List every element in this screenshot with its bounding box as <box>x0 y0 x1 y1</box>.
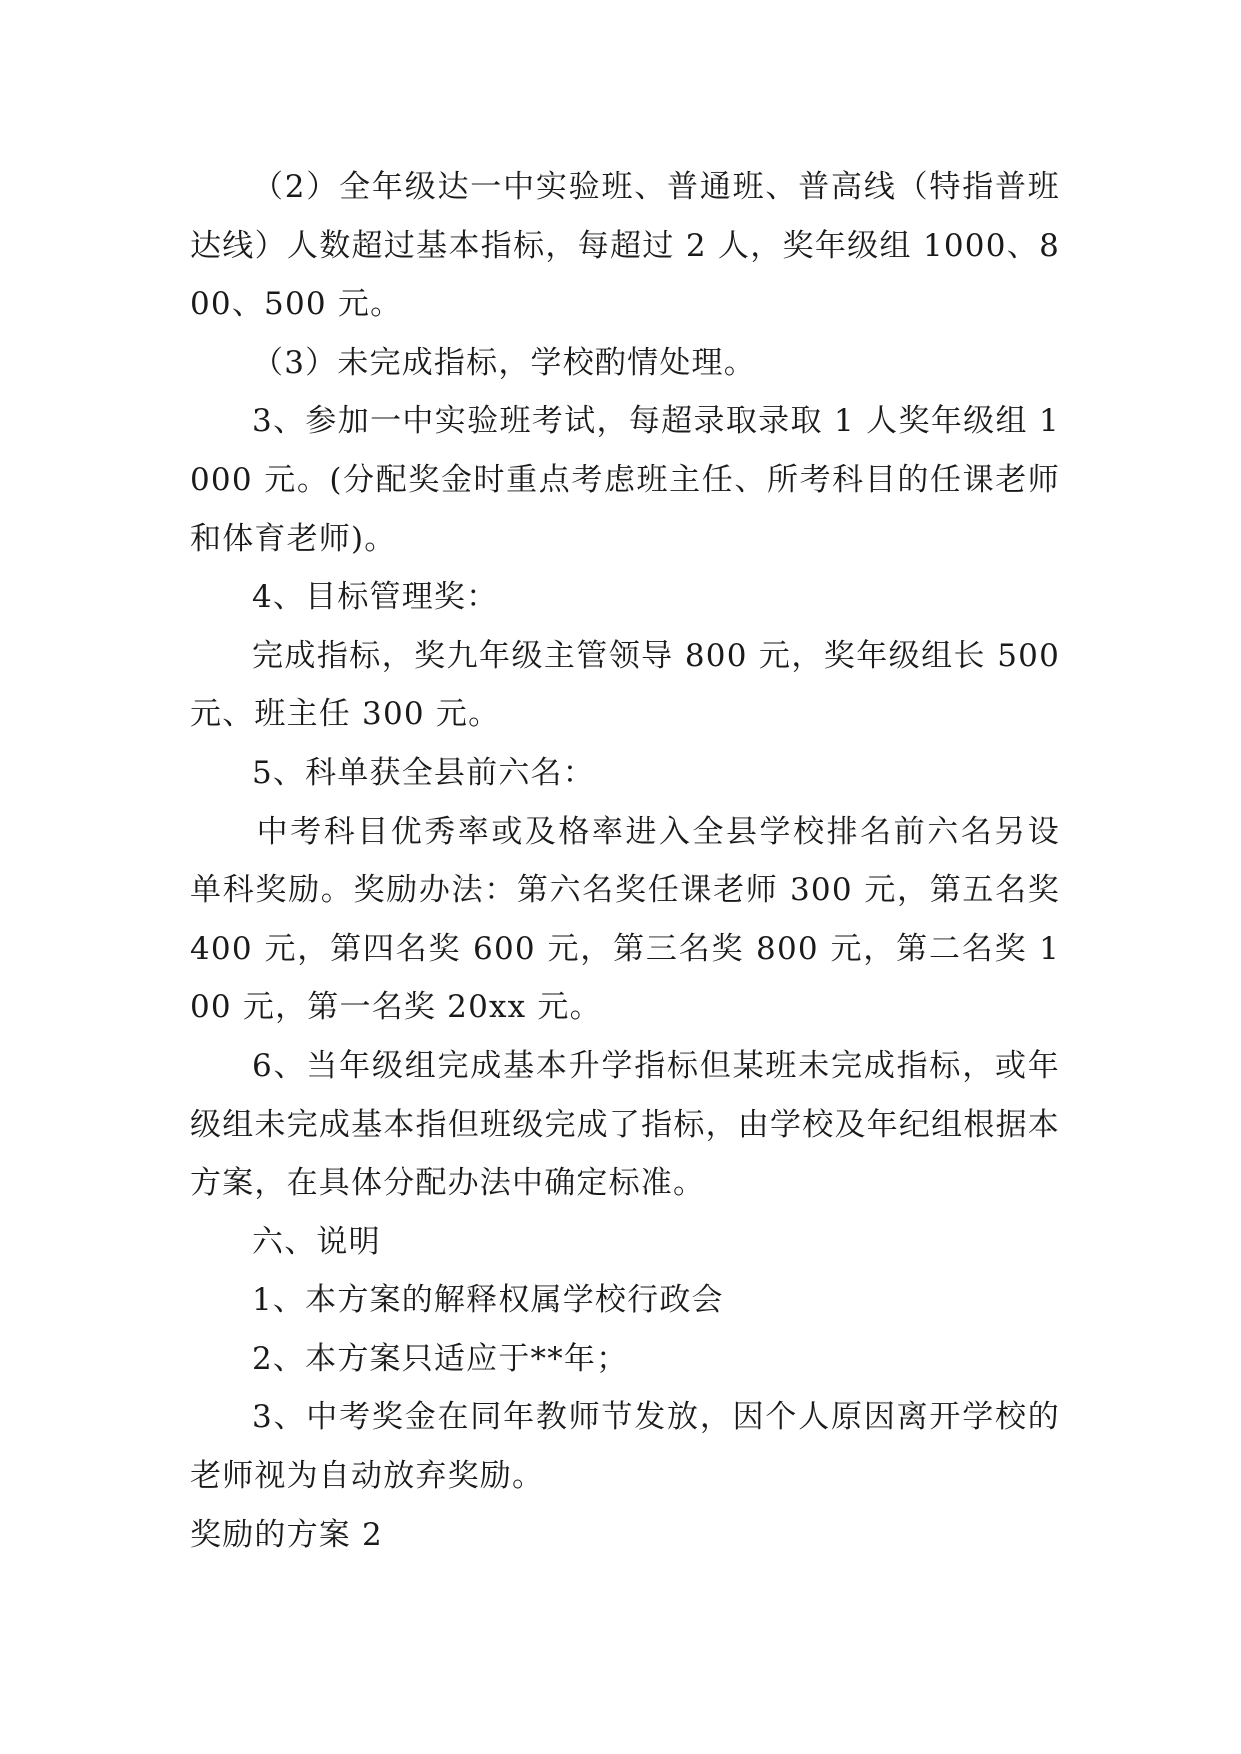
paragraph-partial-completion: 6、当年级组完成基本升学指标但某班未完成指标，或年级组未完成基本指但班级完成了指标，由学校及年纪组根据本方案，在具体分配办法中确定标准。 <box>190 1047 1060 1202</box>
section-heading: 奖励的方案 2 <box>190 1516 383 1553</box>
paragraph-target-not-met: （3）未完成指标，学校酌情处理。 <box>252 344 756 381</box>
paragraph-top-six-detail: 中考科目优秀率或及格率进入全县学校排名前六名另设单科奖励。奖励办法：第六名奖任课老师 300 元，第五名奖 400 元，第四名奖 600 元，第三名奖 800 元，第二名奖 100 元，第一名奖 20xx 元。 <box>190 813 1060 1026</box>
document-body <box>190 158 1060 1564</box>
paragraph-note-2: 2、本方案只适应于**年； <box>252 1340 629 1377</box>
paragraph-over-target-reward: （2）全年级达一中实验班、普通班、普高线（特指普班达线）人数超过基本指标，每超过 2 人，奖年级组 1000、800、500 元。 <box>190 169 1060 323</box>
paragraph-note-3: 3、中考奖金在同年教师节发放，因个人原因离开学校的老师视为自动放弃奖励。 <box>190 1399 1060 1495</box>
paragraph-top-six-heading: 5、科单获全县前六名： <box>252 754 595 791</box>
paragraph-experimental-class-exam: 3、参加一中实验班考试，每超录取录取 1 人奖年级组 1000 元。(分配奖金时重点考虑班主任、所考科目的任课老师和体育老师)。 <box>190 403 1060 557</box>
paragraph-notes-heading: 六、说明 <box>252 1223 381 1260</box>
paragraph-goal-management-detail: 完成指标，奖九年级主管领导 800 元，奖年级组长 500 元、班主任 300 元。 <box>190 637 1060 733</box>
paragraph-note-1: 1、本方案的解释权属学校行政会 <box>252 1282 724 1319</box>
paragraph-goal-management-heading: 4、目标管理奖： <box>252 579 499 616</box>
